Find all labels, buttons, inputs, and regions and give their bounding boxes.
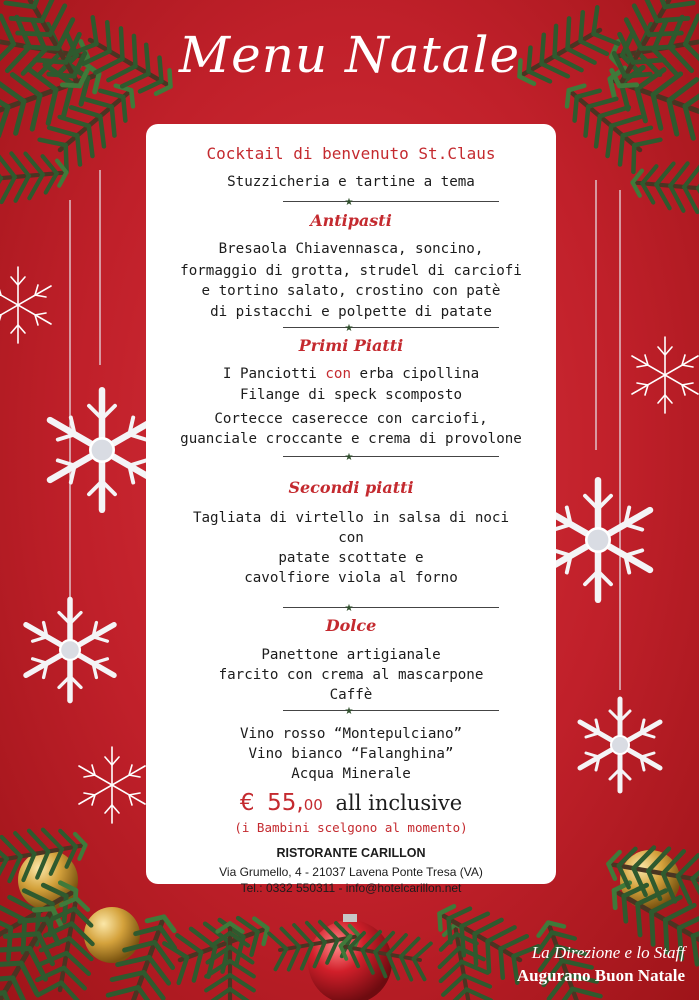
drinks-line: Acqua Minerale [291,766,411,782]
section-heading-antipasti: Antipasti [310,211,392,230]
primi-dish-2-line: guanciale croccante e crema di provolone [180,431,522,447]
section-heading-dolce: Dolce [325,616,377,635]
greeting-line-1: La Direzione e lo Staff [531,943,685,962]
snowflake-icon [0,267,51,343]
snowflake-icon [79,747,145,823]
restaurant-address: Via Grumello, 4 - 21037 Lavena Ponte Tresa (VA) [219,865,483,879]
divider [283,607,499,608]
dolce-line: farcito con crema al mascarpone [218,667,484,683]
secondi-line: con [338,530,364,546]
snowflake-ornament-icon [50,390,154,510]
price-cents: 00 [303,796,323,814]
primi-dish-1 [146,366,556,382]
restaurant-name: RISTORANTE CARILLON [276,846,426,860]
primi-dish-1-line2: Filange di speck scomposto [239,387,463,403]
divider [283,327,499,328]
antipasti-line: Bresaola Chiavennasca, soncino, [218,241,484,257]
snowflake-ornament-icon [546,480,650,600]
star-divider-icon: ★ [344,603,354,614]
divider [283,456,499,457]
restaurant-contact: Tel.: 0332 550311 - info@hotelcarillon.net [240,881,462,895]
price-label: all inclusive [335,791,463,815]
primi-dish-2-line: Cortecce caserecce con carciofi, [214,411,488,427]
price-currency: € [239,790,255,816]
secondi-line: patate scottate e [278,550,424,566]
price-note: (i Bambini scelgono al momento) [234,820,468,835]
primi-dish-1-part2: erba cipollina [351,366,480,382]
star-divider-icon: ★ [344,197,354,208]
secondi-line: cavolfiore viola al forno [244,570,458,586]
primi-dish-1-highlight: con [325,366,351,382]
section-heading-primi: Primi Piatti [298,336,404,355]
bauble-cap [343,914,357,922]
dolce-line: Panettone artigianale [261,647,441,663]
star-divider-icon: ★ [344,323,354,334]
antipasti-line: formaggio di grotta, strudel di carciofi [180,263,522,279]
drinks-line: Vino bianco “Falanghina” [248,746,454,762]
divider [283,710,499,711]
menu-title: Menu Natale [178,26,521,84]
secondi-line: Tagliata di virtello in salsa di noci [192,510,510,526]
divider [283,201,499,202]
cocktail-line: Cocktail di benvenuto St.Claus [206,144,496,163]
starter-line: Stuzzicheria e tartine a tema [227,174,475,190]
antipasti-line: e tortino salato, crostino con patè [201,283,501,299]
star-divider-icon: ★ [344,452,354,463]
dolce-line: Caffè [329,687,373,703]
snowflake-ornament-icon [580,699,660,791]
greeting-line-2: Augurano Buon Natale [516,966,685,985]
price-line [146,790,556,816]
star-divider-icon: ★ [344,706,354,717]
snowflake-icon [632,337,698,413]
section-heading-secondi: Secondi piatti [288,478,414,497]
snowflake-ornament-icon [26,599,114,700]
antipasti-line: di pistacchi e polpette di patate [210,304,492,320]
drinks-line: Vino rosso “Montepulciano” [239,726,463,742]
price-amount: 55, [267,790,304,816]
primi-dish-1-part1: I Panciotti [222,366,326,382]
gold-bauble-icon [84,907,140,963]
